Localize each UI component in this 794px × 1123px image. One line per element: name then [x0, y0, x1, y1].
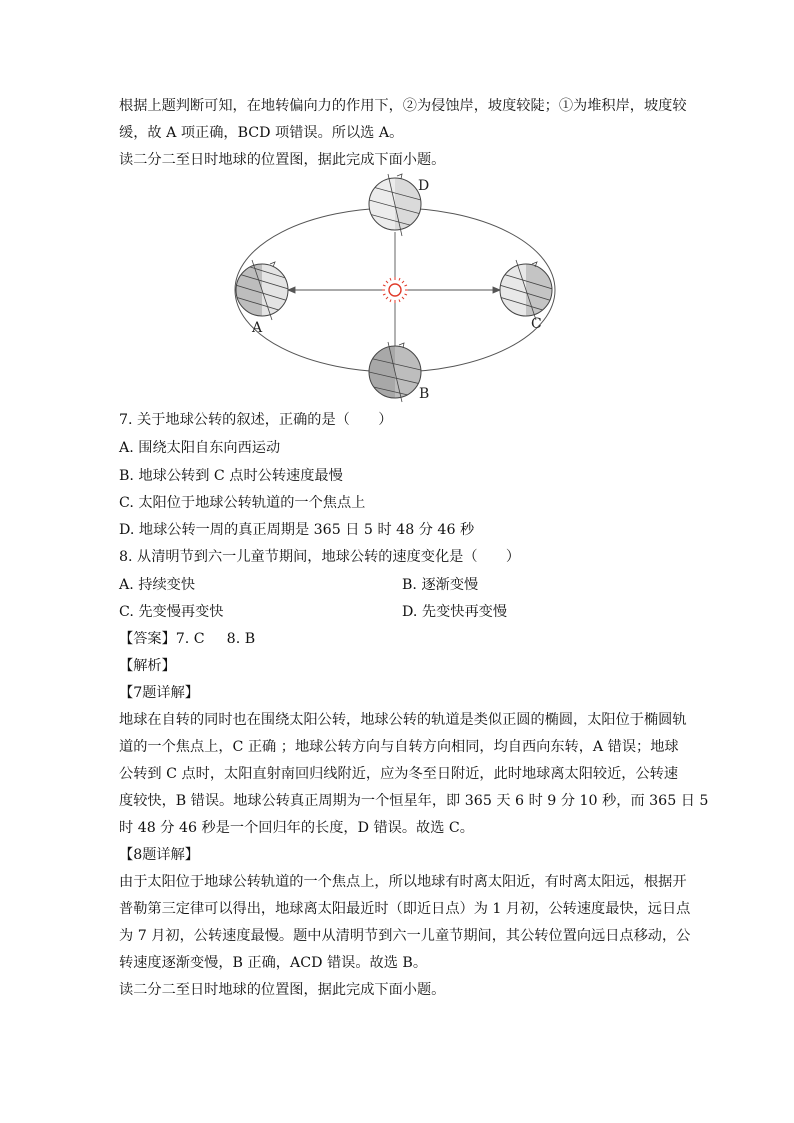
detail-8-text: 转速度逐渐变慢，B 正确，ACD 错误。故选 B。: [119, 955, 428, 971]
earth-orbit-figure: [230, 172, 570, 404]
option-8c: C. 先变慢再变快: [119, 604, 224, 620]
sun-icon: [382, 277, 408, 303]
detail-8-text: 为 7 月初，公转速度最慢。题中从清明节到六一儿童节期间，其公转位置向远日点移动，公: [119, 928, 691, 944]
answer-line: [119, 629, 255, 649]
detail-8-text: 普勒第三定律可以得出，地球离太阳最近时（即近日点）为 1 月初，公转速度最快，远日点: [119, 901, 691, 917]
question-8: 8. 从清明节到六一儿童节期间，地球公转的速度变化是（ ）: [119, 549, 521, 565]
detail-8-text: 由于太阳位于地球公转轨道的一个焦点上，所以地球有时离太阳近，有时离太阳远，根据开: [119, 874, 687, 890]
option-8b: B. 逐渐变慢: [402, 577, 479, 593]
option-7a: A. 围绕太阳自东向西运动: [119, 440, 281, 456]
option-8a: A. 持续变快: [119, 577, 196, 593]
text-line: 根据上题判断可知，在地转偏向力的作用下，②为侵蚀岸，坡度较陡；①为堆积岸，坡度较: [119, 98, 687, 114]
detail-7-text: 地球在自转的同时也在围绕太阳公转，地球公转的轨道是类似正圆的椭圆，太阳位于椭圆轨: [119, 712, 687, 728]
option-7c: C. 太阳位于地球公转轨道的一个焦点上: [119, 495, 366, 511]
label-a: A: [252, 320, 263, 336]
detail-7-text: 度较快，B 错误。地球公转真正周期为一个恒星年，即 365 天 6 时 9 分 10 秒，而 365 日 5: [119, 793, 709, 809]
analysis-heading: 【解析】: [119, 658, 176, 674]
label-d: D: [418, 178, 430, 194]
answer-8: 8. B: [226, 631, 256, 647]
text-line: 读二分二至日时地球的位置图，据此完成下面小题。: [119, 982, 446, 998]
option-7d: D. 地球公转一周的真正周期是 365 日 5 时 48 分 46 秒: [119, 522, 475, 538]
label-b: B: [419, 386, 430, 402]
text-line: 缓，故 A 项正确，BCD 项错误。所以选 A。: [119, 125, 404, 141]
detail-7-text: 道的一个焦点上，C 正确 ；地球公转方向与自转方向相同，均自西向东转，A 错误；地球: [119, 739, 679, 755]
answer-label: 【答案】: [119, 631, 176, 647]
detail-7-heading: 【7题详解】: [119, 685, 199, 701]
earth-position-c: [496, 260, 556, 332]
option-8d: D. 先变快再变慢: [402, 604, 508, 620]
question-7: 7. 关于地球公转的叙述，正确的是（ ）: [119, 412, 393, 428]
detail-8-heading: 【8题详解】: [119, 847, 199, 863]
option-7b: B. 地球公转到 C 点时公转速度最慢: [119, 468, 343, 484]
label-c: C: [531, 316, 542, 332]
detail-7-text: 公转到 C 点时，太阳直射南回归线附近，应为冬至日附近，此时地球离太阳较近，公转速: [119, 766, 679, 782]
text-line: 读二分二至日时地球的位置图，据此完成下面小题。: [119, 152, 446, 168]
detail-7-text: 时 48 分 46 秒是一个回归年的长度，D 错误。故选 C。: [119, 820, 474, 836]
earth-position-d: [369, 174, 429, 236]
earth-position-b: [369, 342, 429, 402]
answer-7: 7. C: [175, 631, 205, 647]
earth-position-a: [232, 260, 292, 336]
